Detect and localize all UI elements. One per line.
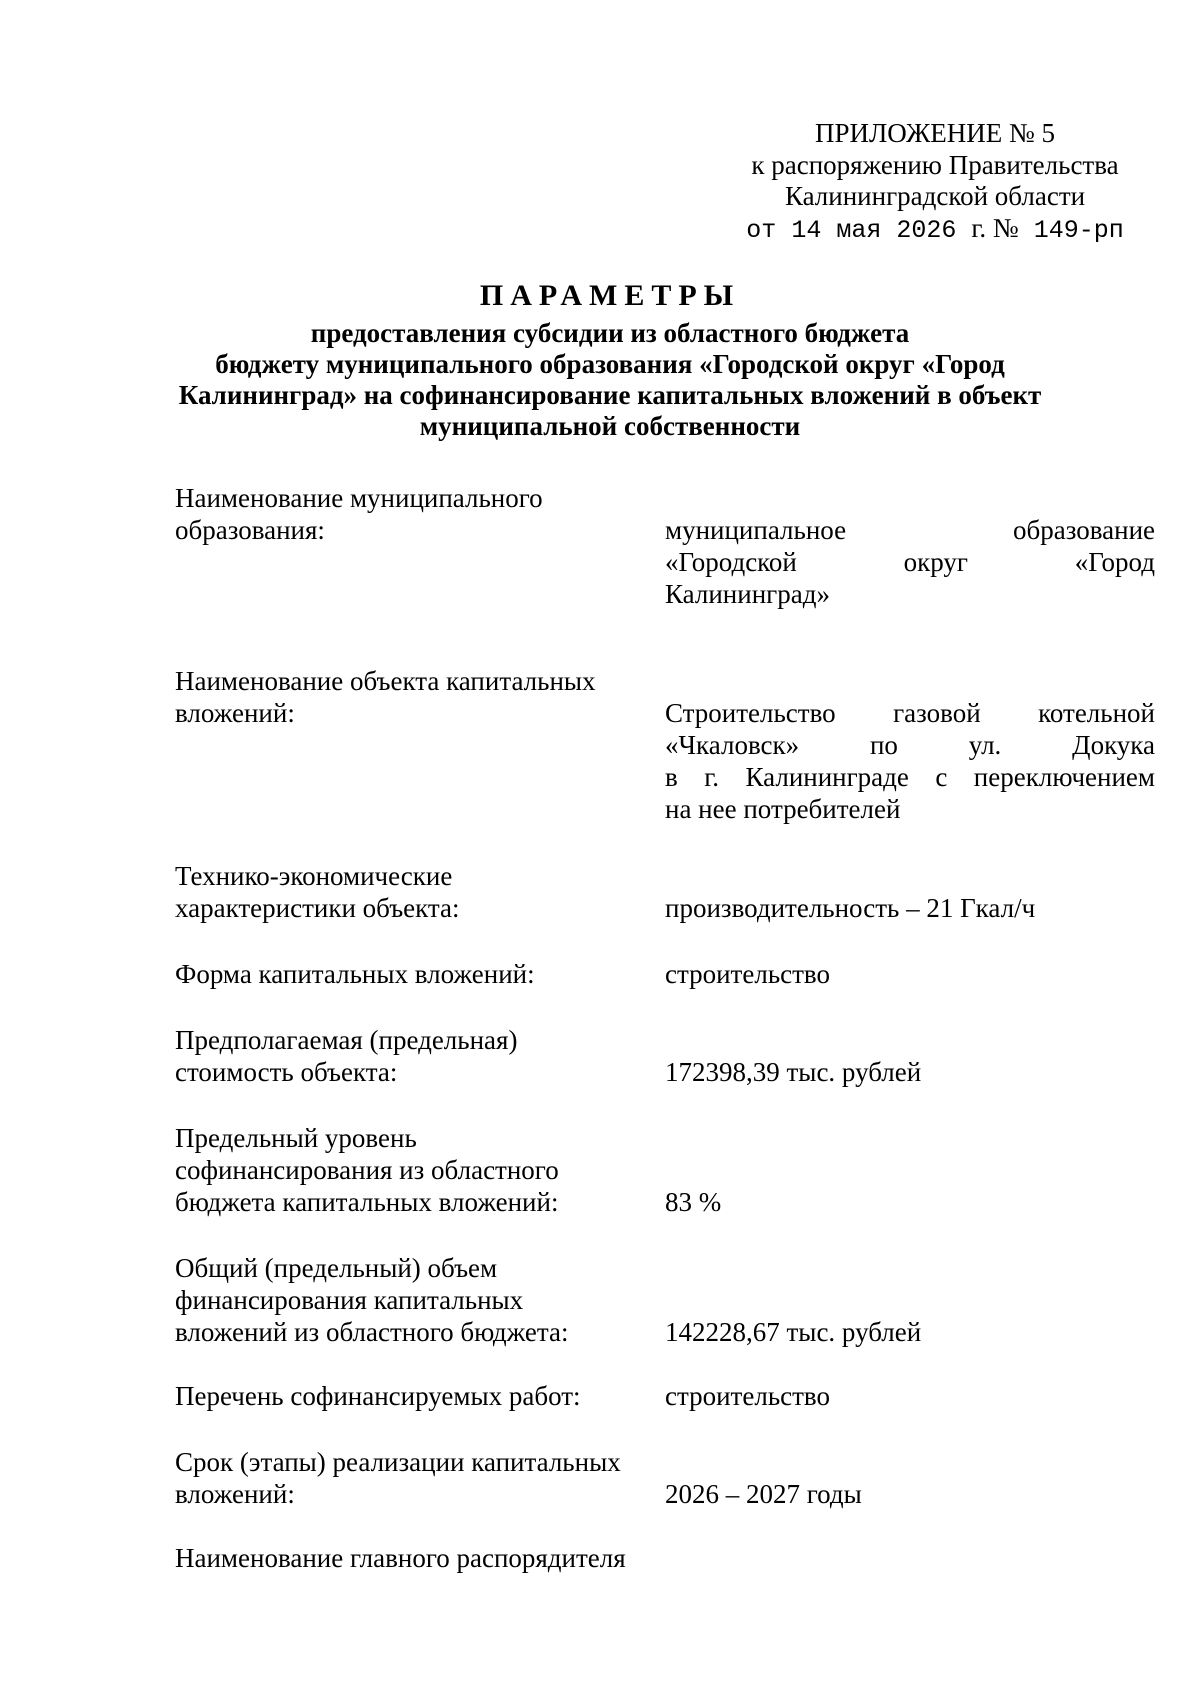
param-value: строительство <box>665 1381 830 1411</box>
subtitle-line-4: муниципальной собственности <box>419 411 801 441</box>
param-value: 172398,39 тыс. рублей <box>665 1057 922 1087</box>
param-label: Технико-экономические характеристики объекта: <box>175 861 460 923</box>
param-value: производительность – 21 Гкал/ч <box>665 893 1036 923</box>
subtitle-line-2: бюджету муниципального образования «Городской округ «Город <box>215 349 1005 379</box>
date-prefix: от <box>746 215 777 245</box>
param-label: Наименование муниципального образования: <box>175 483 543 545</box>
param-label: Перечень софинансируемых работ: <box>175 1381 581 1411</box>
appendix-line-2: к распоряжению Правительства <box>751 149 1119 180</box>
subtitle-line-3: Калининград» на софинансирование капитальных вложений в объект <box>178 380 1042 410</box>
subtitle-line-1: предоставления субсидии из областного бюджета <box>310 318 910 348</box>
param-value: 83 % <box>665 1187 722 1217</box>
appendix-line-3: Калининградской области <box>784 181 1086 211</box>
param-value: Строительство газовой котельной «Чкаловск» по ул. Докука в г. Калининграде с переключением на нее потребителей <box>665 698 1155 824</box>
date-suffix: г. № <box>971 212 1019 243</box>
title-main: ПАРАМЕТРЫ <box>479 279 741 312</box>
param-value: 2026 – 2027 годы <box>665 1479 862 1509</box>
param-label: Наименование объекта капитальных вложений: <box>175 666 596 728</box>
appendix-header <box>725 118 1145 246</box>
param-label: Предполагаемая (предельная) стоимость объекта: <box>175 1025 518 1087</box>
param-label: Наименование главного распорядителя <box>175 1543 626 1573</box>
doc-number: 149-рп <box>1033 215 1124 245</box>
appendix-date-line <box>725 213 1145 247</box>
param-value: муниципальное образование «Городской округ «Город Калининград» <box>665 515 1155 609</box>
date-value: 14 мая 2026 <box>791 215 957 245</box>
param-label: Общий (предельный) объем финансирования капитальных вложений из областного бюджета: <box>175 1253 569 1347</box>
param-value: строительство <box>665 959 830 989</box>
param-label: Срок (этапы) реализации капитальных вложений: <box>175 1447 621 1509</box>
param-label: Форма капитальных вложений: <box>175 959 535 989</box>
param-label: Предельный уровень софинансирования из областного бюджета капитальных вложений: <box>175 1123 559 1217</box>
document-title <box>150 278 1070 442</box>
param-value: 142228,67 тыс. рублей <box>665 1317 922 1347</box>
appendix-title: ПРИЛОЖЕНИЕ № 5 <box>814 118 1056 148</box>
